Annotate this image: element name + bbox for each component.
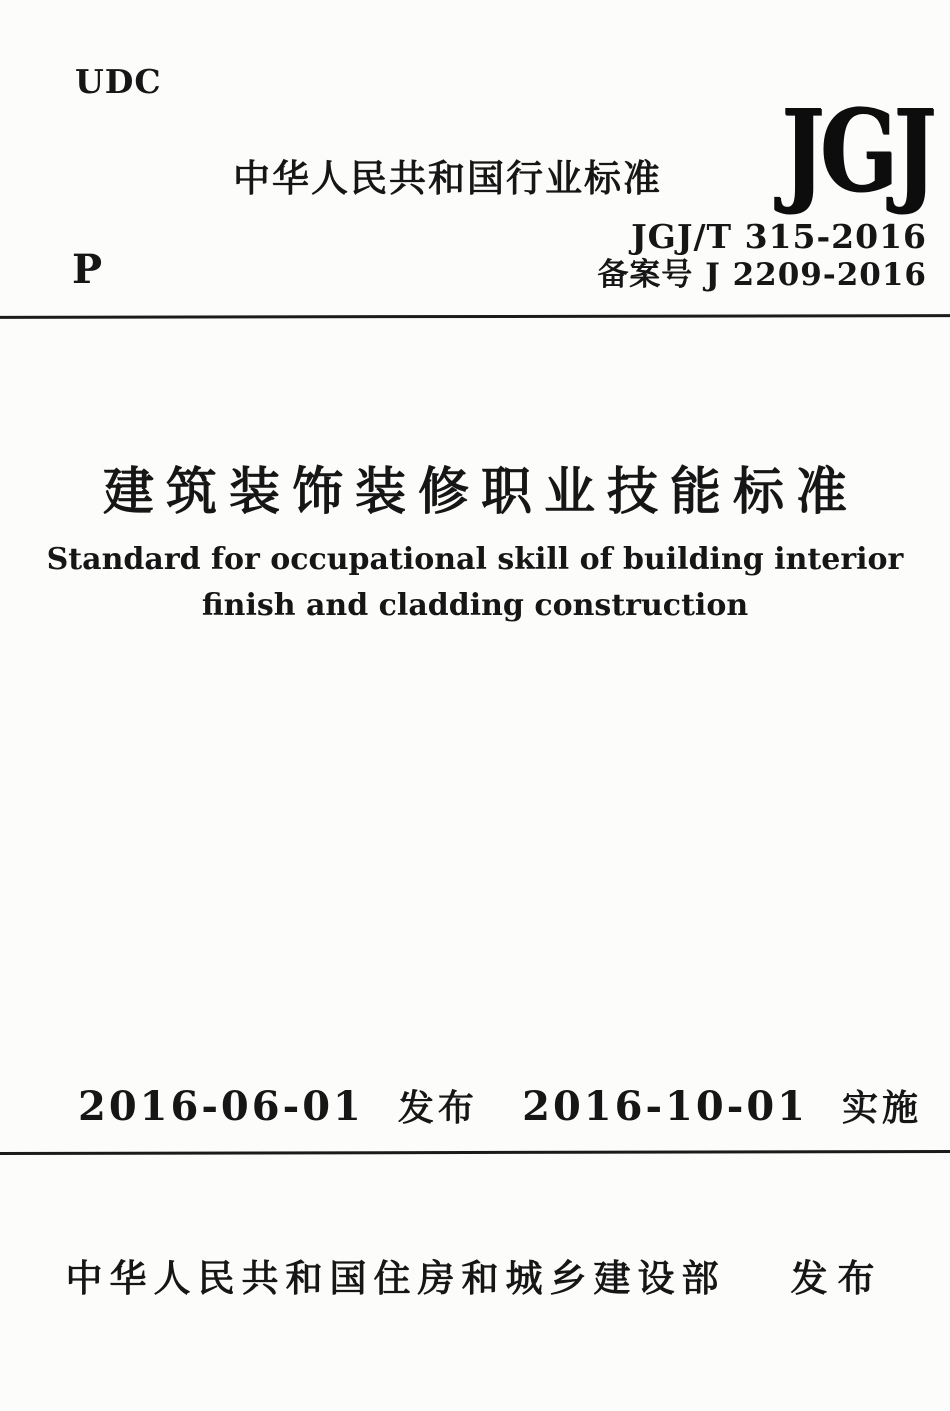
publisher-row: [0, 1248, 950, 1302]
dates-row: [78, 1080, 922, 1131]
record-number: 备案号 J 2209-2016: [597, 257, 927, 293]
implementation-label: 实施: [841, 1087, 922, 1128]
implementation-date: 2016-10-01: [522, 1083, 808, 1130]
issue-date: 2016-06-01: [78, 1083, 364, 1130]
publisher-name: 中华人民共和国住房和城乡建设部: [65, 1258, 726, 1299]
publisher-action-label: 发布: [790, 1258, 885, 1299]
title-english: [0, 537, 950, 629]
title-chinese: 建筑装饰装修职业技能标准: [102, 463, 859, 520]
bottom-divider-line: [0, 1150, 950, 1155]
classification-code: P: [72, 246, 103, 293]
title-english-line2: finish and cladding construction: [201, 588, 749, 623]
implementation-date-item: [522, 1080, 922, 1131]
jgj-logo: JGJ: [781, 86, 932, 217]
standard-number-block: [597, 218, 927, 294]
udc-label: UDC: [75, 62, 162, 101]
issue-label: 发布: [397, 1087, 478, 1128]
standard-category-title: 中华人民共和国行业标准: [233, 158, 662, 199]
standard-number: JGJ/T 315-2016: [631, 217, 927, 256]
issue-date-item: [78, 1080, 478, 1131]
title-english-line1: Standard for occupational skill of building interior: [46, 542, 904, 577]
top-divider-line: [0, 314, 950, 319]
